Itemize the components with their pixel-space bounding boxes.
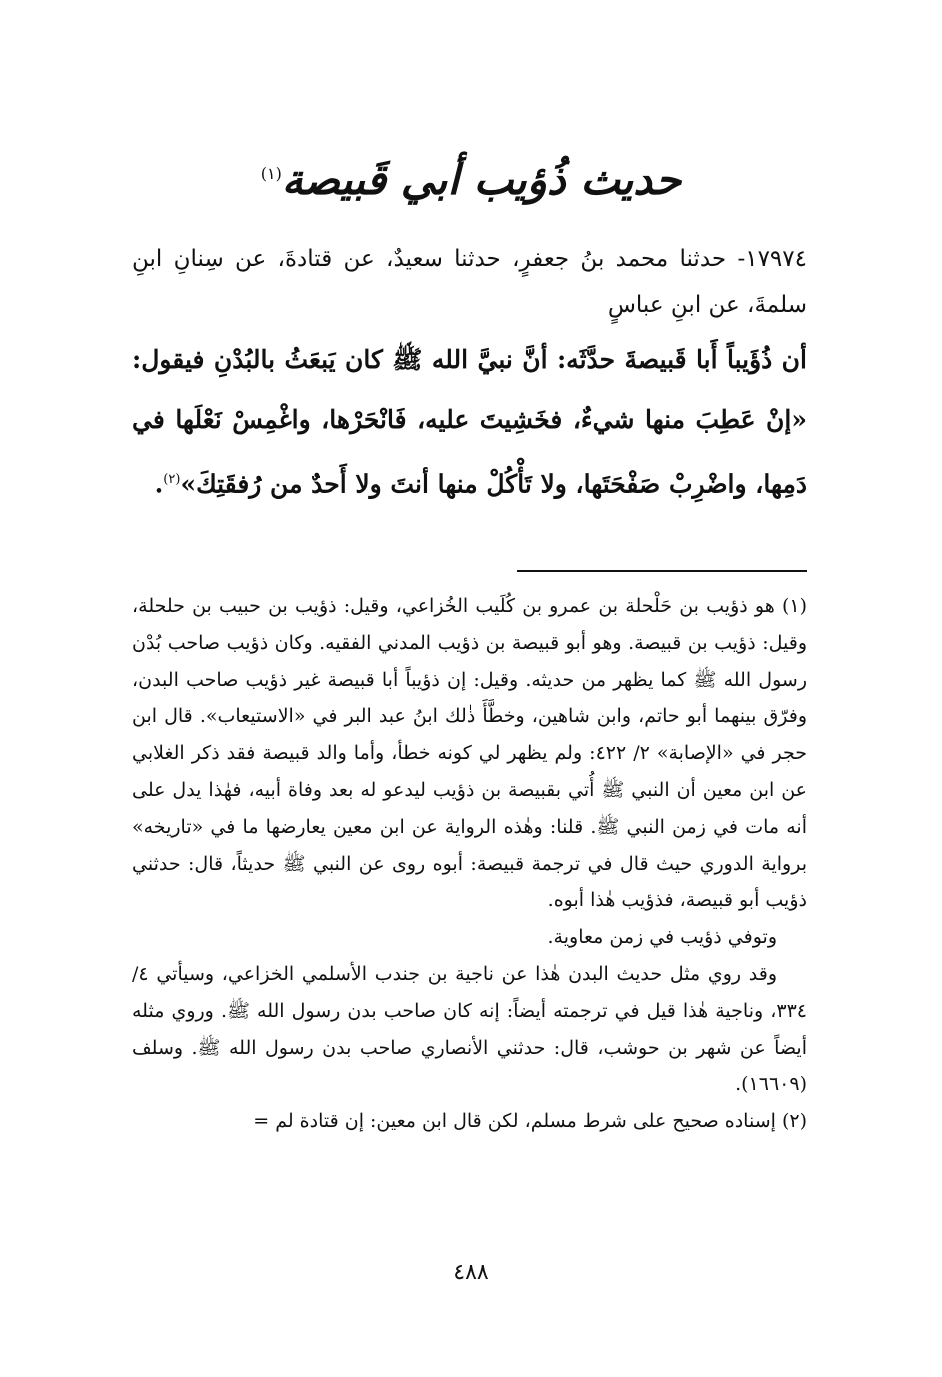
hadith-number: ١٧٩٧٤-	[737, 246, 807, 272]
isnad-paragraph	[132, 236, 807, 328]
footnote-1-continuation	[132, 919, 807, 956]
footnote-text: إسناده صحيح على شرط مسلم، لكن قال ابن معين: إن قتادة لم =	[253, 1110, 776, 1133]
title-note-marker: (١)	[260, 164, 282, 183]
title-text: حديث ذُؤيب أبي قَبيصة	[281, 155, 682, 204]
footnote-text: وقد روي مثل حديث البدن هٰذا عن ناجية بن جندب الأسلمي الخزاعي، وسيأتي ٤/ ٣٣٤، وناجية هٰذا قيل في ترجمته أيضاً: إنه كان صاحب بدن رسول الله ﷺ. وروي مثله أيضاً عن شهر بن حوشب، قال: حدثني الأنصاري صاحب بدن رسول الله ﷺ. وسلف (١٦٦٠٩).	[132, 962, 807, 1096]
matn-paragraph	[132, 330, 807, 514]
footnote-2	[132, 1103, 807, 1140]
matn-block	[132, 330, 807, 514]
footnotes-section	[132, 588, 807, 1140]
matn-end: .	[154, 469, 164, 499]
isnad-block	[132, 236, 807, 328]
matn-text: أن ذُؤَيباً أَبا قَبيصةَ حدَّثَه: أنَّ نبيَّ الله ﷺ كان يَبعَثُ بالبُدْنِ فيقول: «إنْ عَطِبَ منها شيءٌ، فخَشِيتَ عليه، فَانْحَرْها، واغْمِسْ نَعْلَها في دَمِها، واضْرِبْ صَفْحَتَها، ولا تَأْكُلْ منها أنتَ ولا أَحدٌ من رُفقَتِكَ»	[132, 345, 807, 499]
hadith-title	[0, 150, 942, 210]
footnote-marker: (١)	[781, 595, 807, 617]
footnote-text: وتوفي ذؤيب في زمن معاوية.	[547, 926, 777, 949]
footnote-marker: (٢)	[781, 1110, 807, 1133]
matn-note-marker: (٢)	[163, 472, 181, 487]
page-number: ٤٨٨	[453, 1260, 489, 1285]
footnote-divider	[517, 570, 807, 572]
isnad-text: حدثنا محمد بنُ جعفرٍ، حدثنا سعيدٌ، عن قتادةَ، عن سِنانِ ابنِ سلمةَ، عن ابنِ عباسٍ	[132, 246, 807, 318]
footnote-text: هو ذؤيب بن حَلْحلة بن عمرو بن كُلَيب الخُزاعي، وقيل: ذؤيب بن حبيب بن حلحلة، وقيل: ذؤيب بن قبيصة. وهو أبو قبيصة بن ذؤيب المدني الفقيه. وكان ذؤيب صاحب بُدْن رسول الله ﷺ كما يظهر من حديثه. وقيل: إن ذؤيباً أبا قبيصة غير ذؤيب صاحب البدن، وفرّق بينهما أبو حاتم، وابن شاهين، وخطَّأَ ذٰلك ابنُ عبد البر في «الاستيعاب». قال ابن حجر في «الإصابة» ٢/ ٤٢٢: ولم يظهر لي كونه خطأ، وأما والد قبيصة فقد ذكر الغلابي عن ابن معين أن النبي ﷺ أُتي بقبيصة بن ذؤيب ليدعو له بعد وفاة أبيه، فهٰذا يدل على أنه مات في زمن النبي ﷺ. قلنا: وهٰذه الرواية عن ابن معين يعارضها ما في «تاريخه» برواية الدوري حيث قال في ترجمة قبيصة: أبوه روى عن النبي ﷺ حديثاً، قال: حدثني ذؤيب أبو قبيصة، فذؤيب هٰذا أبوه.	[132, 595, 808, 912]
footnote-1-continuation	[132, 956, 807, 1103]
footnote-1	[132, 588, 807, 919]
